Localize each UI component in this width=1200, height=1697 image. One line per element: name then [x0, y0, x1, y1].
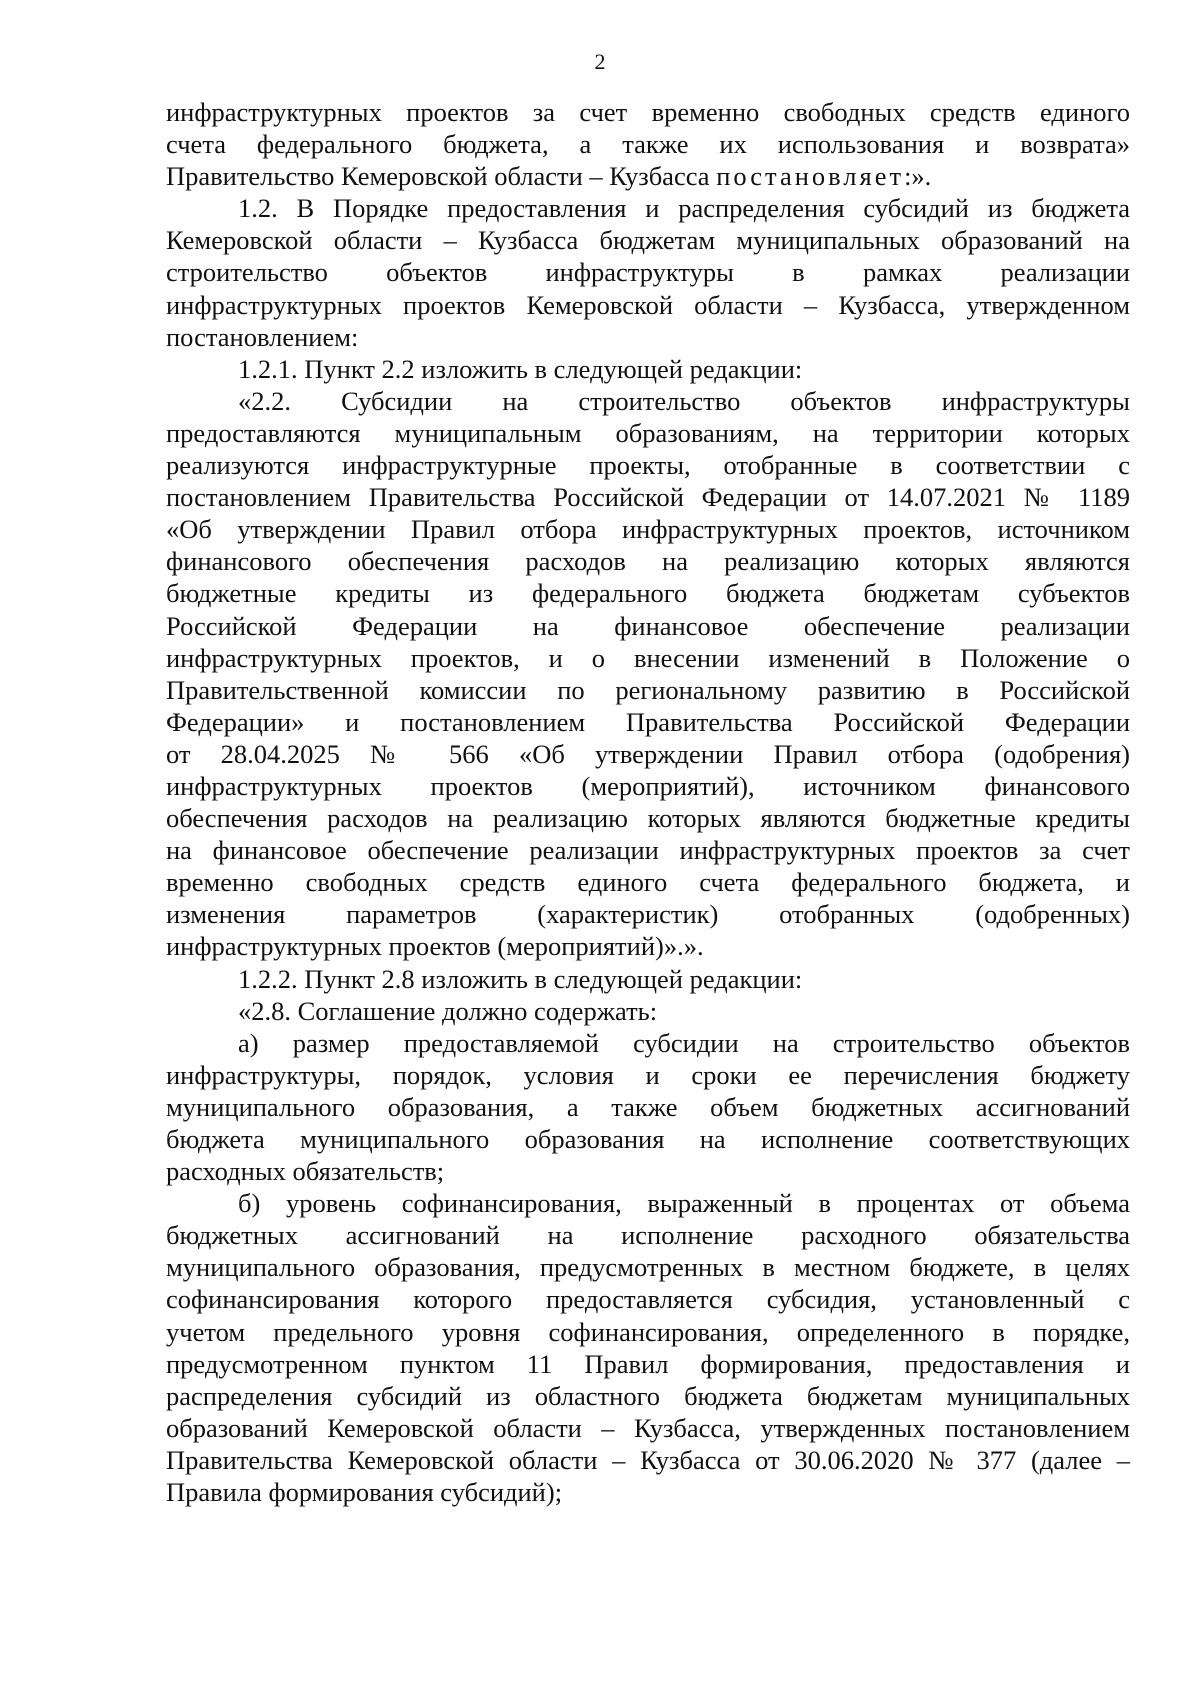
text-line: постановлением: [166, 321, 359, 352]
text-line: Правительство Кемеровской области – Кузбасса постановляет:». [166, 161, 932, 192]
text-line: учетом предельного уровня софинансирования, определенного в порядке, [166, 1316, 1130, 1347]
text-line: предоставляются муниципальным образованиям, на территории которых [166, 417, 1130, 448]
text-line: распределения субсидий из областного бюджета бюджетам муниципальных [166, 1380, 1130, 1411]
text-line: на финансовое обеспечение реализации инфраструктурных проектов за счет [166, 835, 1130, 866]
text-line: а) размер предоставляемой субсидии на строительство объектов [238, 1027, 1130, 1058]
text-line: 1.2.2. Пункт 2.8 изложить в следующей редакции: [238, 963, 803, 994]
text-line: «2.8. Соглашение должно содержать: [238, 995, 658, 1026]
page-number: 2 [594, 49, 606, 74]
text-line: инфраструктурных проектов (мероприятий)».». [166, 931, 704, 962]
text-line: изменения параметров (характеристик) отобранных (одобренных) [166, 899, 1130, 930]
text-line: Федерации» и постановлением Правительства Российской Федерации [166, 706, 1130, 737]
text-line: б) уровень софинансирования, выраженный в процентах от объема [238, 1188, 1130, 1219]
text-line: обеспечения расходов на реализацию которых являются бюджетные кредиты [166, 803, 1130, 834]
text-line: Правительственной комиссии по региональному развитию в Российской [166, 674, 1130, 705]
text-tail: :». [904, 161, 932, 192]
emphasized-word: постановляет [716, 161, 905, 192]
text-line: муниципального образования, предусмотренных в местном бюджете, в целях [166, 1252, 1130, 1283]
paragraph [166, 1027, 1130, 1187]
text-line: бюджетных ассигнований на исполнение расходного обязательства [166, 1220, 1130, 1251]
text-line: Правила формирования субсидий); [166, 1477, 563, 1508]
text-line: постановлением Правительства Российской Федерации от 14.07.2021 № 1189 [166, 482, 1130, 513]
text-line: финансового обеспечения расходов на реализацию которых являются [166, 546, 1130, 577]
text-line: от 28.04.2025 № 566 «Об утверждении Правил отбора (одобрения) [166, 738, 1130, 769]
text-line: счета федерального бюджета, а также их использования и возврата» [166, 129, 1130, 160]
text-line: «Об утверждении Правил отбора инфраструктурных проектов, источником [166, 514, 1130, 545]
paragraph [166, 963, 1130, 995]
text-line: Российской Федерации на финансовое обеспечение реализации [166, 610, 1130, 641]
text-line: предусмотренном пунктом 11 Правил формирования, предоставления и [166, 1348, 1130, 1379]
text-line: Кемеровской области – Кузбасса бюджетам муниципальных образований на [166, 225, 1130, 256]
text-line: инфраструктурных проектов (мероприятий), источником финансового [166, 770, 1130, 801]
text-line: Правительства Кемеровской области – Кузбасса от 30.06.2020 № 377 (далее – [166, 1444, 1130, 1475]
text-line: инфраструктуры, порядок, условия и сроки ее перечисления бюджету [166, 1059, 1130, 1090]
paragraph [166, 192, 1130, 352]
text-line: бюджета муниципального образования на исполнение соответствующих [166, 1124, 1130, 1154]
text-line: муниципального образования, а также объем бюджетных ассигнований [166, 1091, 1130, 1122]
text-line: 1.2.1. Пункт 2.2 изложить в следующей редакции: [238, 353, 803, 384]
paragraph [166, 96, 1130, 192]
text-line: реализуются инфраструктурные проекты, отобранные в соответствии с [166, 450, 1130, 481]
text-line: строительство объектов инфраструктуры в рамках реализации [166, 257, 1130, 288]
paragraph [166, 995, 1130, 1027]
text-line: временно свободных средств единого счета федерального бюджета, и [166, 867, 1130, 898]
text-line: расходных обязательств; [166, 1156, 445, 1187]
paragraph [166, 353, 1130, 385]
text-line: образований Кемеровской области – Кузбасса, утвержденных постановлением [166, 1412, 1130, 1443]
text-line: «2.2. Субсидии на строительство объектов инфраструктуры [238, 385, 1130, 416]
paragraph [166, 1187, 1130, 1508]
document-body [166, 96, 1130, 1508]
text-line: софинансирования которого предоставляется субсидия, установленный с [166, 1284, 1130, 1315]
text-line: бюджетные кредиты из федерального бюджета бюджетам субъектов [166, 578, 1130, 609]
text-line: инфраструктурных проектов Кемеровской области – Кузбасса, утвержденном [166, 289, 1130, 320]
text-line: 1.2. В Порядке предоставления и распределения субсидий из бюджета [238, 193, 1130, 224]
text-line: инфраструктурных проектов за счет временно свободных средств единого [166, 97, 1130, 127]
text-line: инфраструктурных проектов, и о внесении изменений в Положение о [166, 642, 1130, 673]
paragraph [166, 385, 1130, 963]
